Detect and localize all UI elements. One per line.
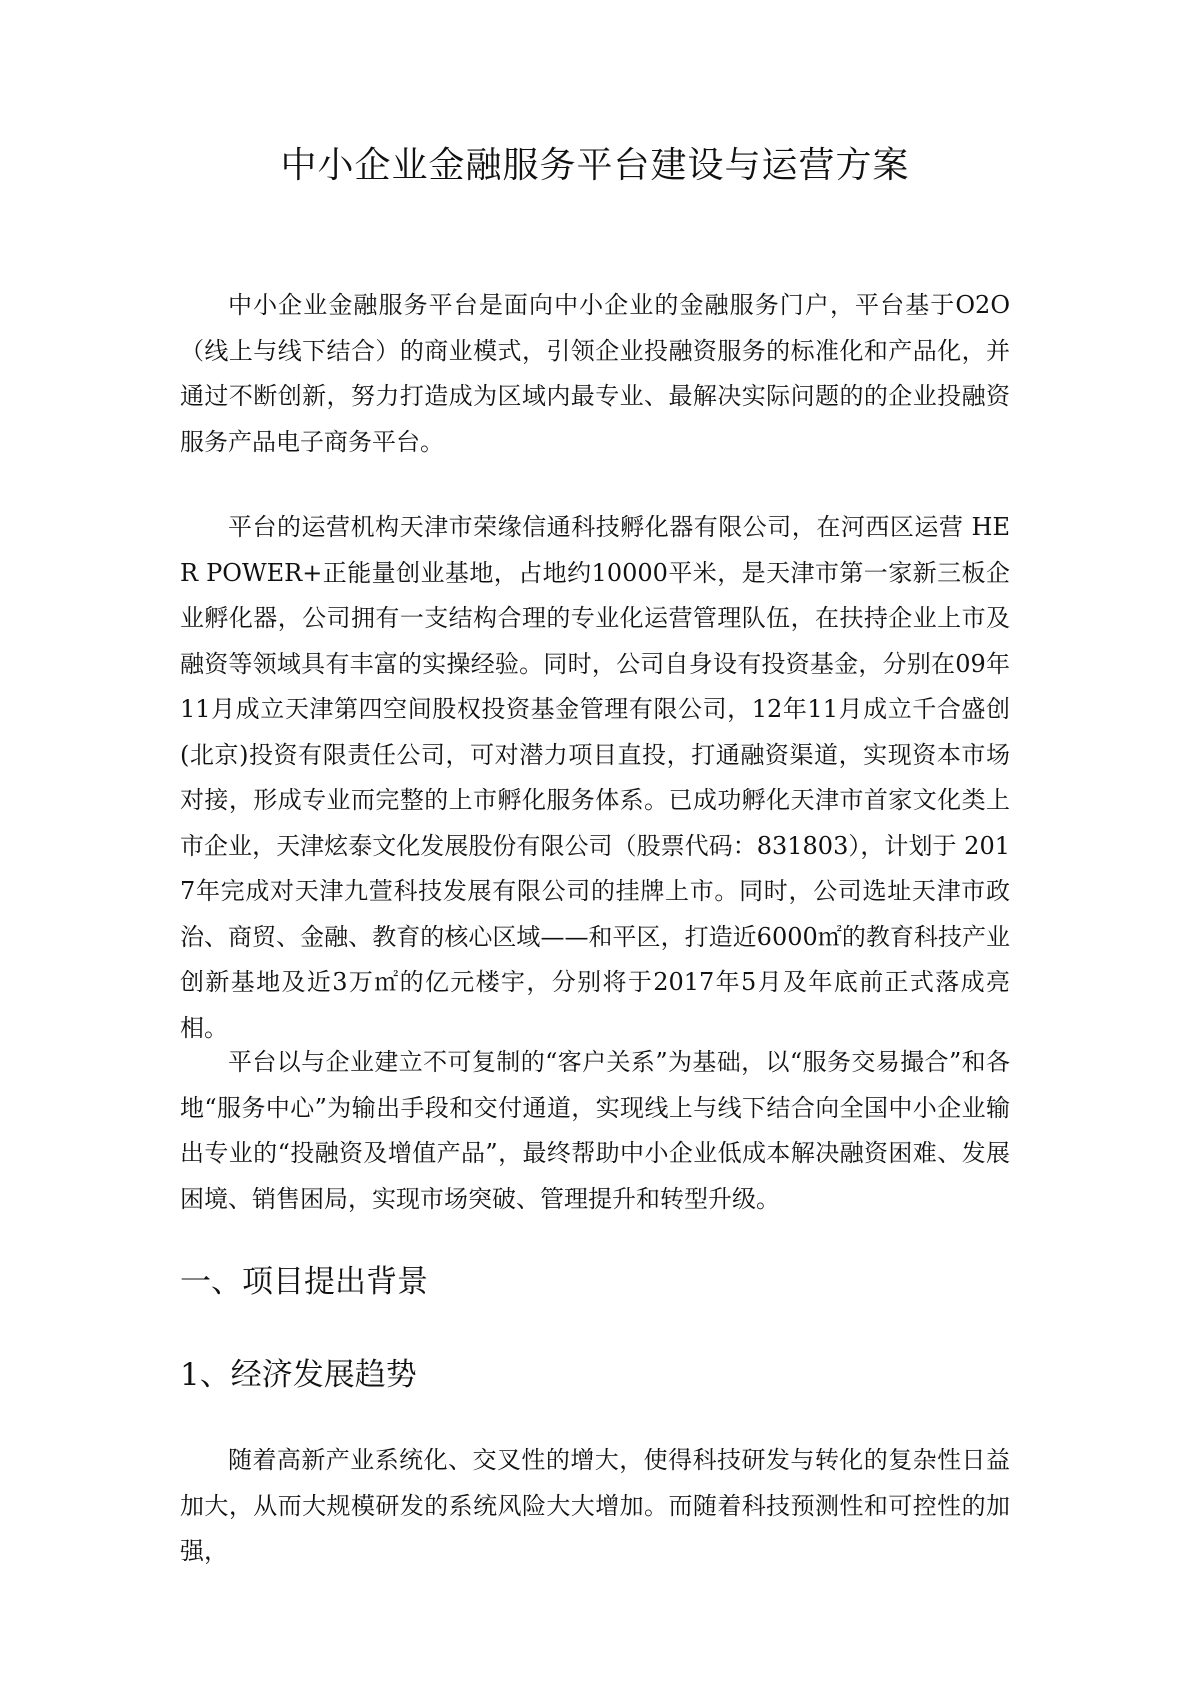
economic-trend-paragraph: 随着高新产业系统化、交叉性的增大，使得科技研发与转化的复杂性日益加大，从而大规模研发的系统风险大大增加。而随着科技预测性和可控性的加强， — [180, 1446, 1010, 1565]
operator-paragraph: 平台的运营机构天津市荣缘信通科技孵化器有限公司，在河西区运营 HER POWER+正能量创业基地，占地约10000平米，是天津市第一家新三板企业孵化器，公司拥有一支结构合理的专业化运营管理队伍，在扶持企业上市及融资等领域具有丰富的实操经验。同时，公司自身设有投资基金，分别在09年11月成立天津第四空间股权投资基金管理有限公司，12年11月成立千合盛创(北京)投资有限责任公司，可对潜力项目直投，打通融资渠道，实现资本市场对接，形成专业而完整的上市孵化服务体系。已成功孵化天津市首家文化类上市企业，天津炫泰文化发展股份有限公司（股票代码：831803），计划于 2017年完成对天津九萱科技发展有限公司的挂牌上市。同时，公司选址天津市政治、商贸、金融、教育的核心区域——和平区，打造近6000㎡的教育科技产业创新基地及近3万㎡的亿元楼宇，分别将于2017年5月及年底前正式落成亮相。 — [180, 513, 1010, 1042]
platform-paragraph: 平台以与企业建立不可复制的“客户关系”为基础，以“服务交易撮合”和各地“服务中心”为输出手段和交付通道，实现线上与线下结合向全国中小企业输出专业的“投融资及增值产品”，最终帮助中小企业低成本解决融资困难、发展困境、销售困局，实现市场突破、管理提升和转型升级。 — [180, 1048, 1010, 1213]
subsection-heading-economic-trend: 1、经济发展趋势 — [180, 1357, 417, 1393]
document-title: 中小企业金融服务平台建设与运营方案 — [280, 145, 910, 186]
intro-paragraph: 中小企业金融服务平台是面向中小企业的金融服务门户，平台基于O2O（线上与线下结合）的商业模式，引领企业投融资服务的标准化和产品化，并通过不断创新，努力打造成为区域内最专业、最解决实际问题的的企业投融资服务产品电子商务平台。 — [180, 291, 1010, 456]
section-heading-background: 一、项目提出背景 — [180, 1264, 428, 1300]
